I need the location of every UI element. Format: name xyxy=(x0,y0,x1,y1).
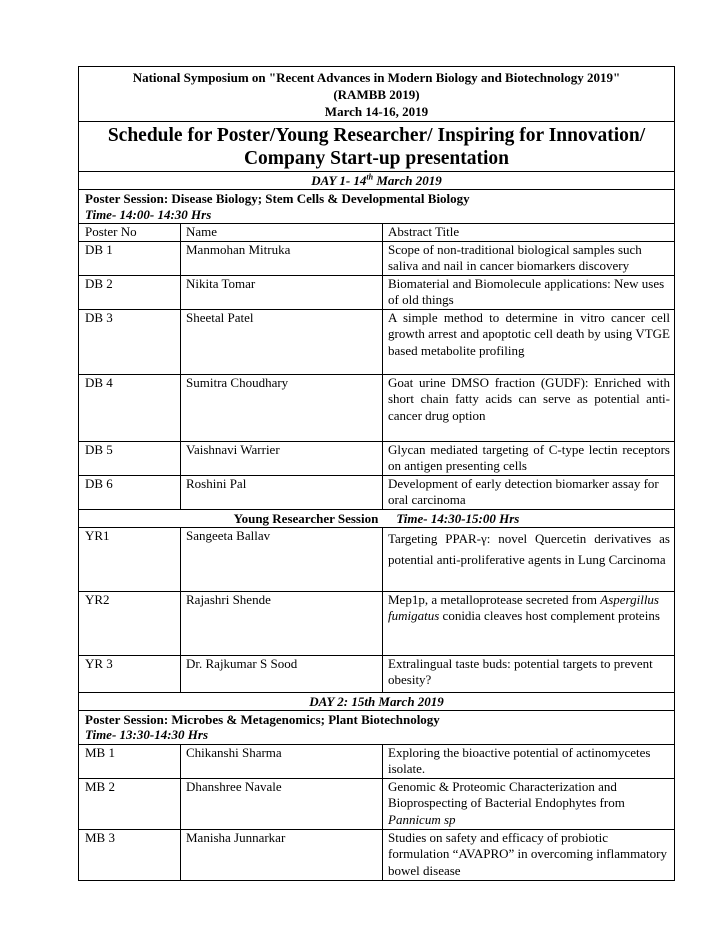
table-row: DB 6 Roshini Pal Development of early detection biomarker assay for oral carcinoma xyxy=(78,476,675,510)
session2-heading xyxy=(78,711,675,745)
table-row: DB 2 Nikita Tomar Biomaterial and Biomolecule applications: New uses of old things xyxy=(78,276,675,310)
session1-title: Poster Session: Disease Biology; Stem Cells & Developmental Biology xyxy=(85,191,470,206)
day2-heading: DAY 2: 15th March 2019 xyxy=(78,693,675,711)
symposium-name: National Symposium on "Recent Advances in Modern Biology and Biotechnology 2019" xyxy=(132,70,621,85)
table-row: MB 1 Chikanshi Sharma Exploring the bioactive potential of actinomycetes isolate. xyxy=(78,745,675,779)
table-row: YR2 Rajashri Shende Mep1p, a metalloprotease secreted from Aspergillus fumigatus conidia cleaves host complement proteins xyxy=(78,592,675,656)
symposium-acronym: (RAMBB 2019) xyxy=(333,87,420,102)
column-header-row xyxy=(78,224,675,242)
table-row: DB 5 Vaishnavi Warrier Glycan mediated targeting of C-type lectin receptors on antigen presenting cells xyxy=(78,442,675,476)
table-row: MB 3 Manisha Junnarkar Studies on safety and efficacy of probiotic formulation “AVAPRO” in overcoming inflammatory bowel disease xyxy=(78,830,675,881)
col-name: Name xyxy=(181,224,383,241)
session2-time: Time- 13:30-14:30 Hrs xyxy=(85,727,208,742)
session2-title: Poster Session: Microbes & Metagenomics; Plant Biotechnology xyxy=(85,711,440,727)
table-row: YR1 Sangeeta Ballav Targeting PPAR-γ: novel Quercetin derivatives as potential anti-proliferative agents in Lung Carcinoma xyxy=(78,528,675,592)
session1-time: Time- 14:00- 14:30 Hrs xyxy=(85,206,212,222)
symposium-dates: March 14-16, 2019 xyxy=(324,104,429,119)
table-row: DB 1 Manmohan Mitruka Scope of non-traditional biological samples such saliva and nail in cancer biomarkers discovery xyxy=(78,242,675,276)
col-abstract-title: Abstract Title xyxy=(388,224,460,239)
young-researcher-time: Time- 14:30-15:00 Hrs xyxy=(396,510,520,526)
table-row: YR 3 Dr. Rajkumar S Sood Extralingual taste buds: potential targets to prevent obesity? xyxy=(78,656,675,693)
table-row: DB 4 Sumitra Choudhary Goat urine DMSO fraction (GUDF): Enriched with short chain fatty acids can serve as potential anti-cancer drug option xyxy=(78,375,675,442)
col-poster-no: Poster No xyxy=(79,224,181,241)
day1-heading: DAY 1- 14th March 2019 xyxy=(78,172,675,190)
young-researcher-title: Young Researcher Session xyxy=(233,510,379,526)
schedule-table xyxy=(78,66,675,881)
table-row: DB 3 Sheetal Patel A simple method to determine in vitro cancer cell growth arrest and apoptotic cell death by using VTGE based metabolite profiling xyxy=(78,310,675,375)
table-row: MB 2 Dhanshree Navale Genomic & Proteomic Characterization and Bioprospecting of Bacterial Endophytes from Pannicum sp xyxy=(78,779,675,830)
session1-heading xyxy=(78,190,675,224)
page-title: Schedule for Poster/Young Researcher/ Inspiring for Innovation/ Company Start-up presentation xyxy=(78,122,675,172)
young-researcher-heading xyxy=(78,510,675,528)
symposium-header xyxy=(78,66,675,122)
